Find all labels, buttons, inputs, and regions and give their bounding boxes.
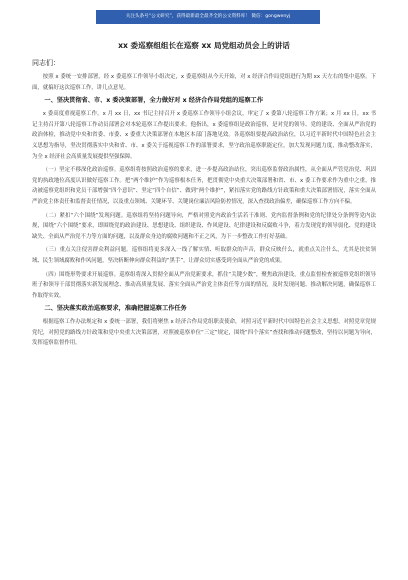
paragraph: x 委高度重视巡察工作。x 月 xx 日，xx 书记主持召开 x 委巡察工作领导小组会议，审定了 x 委第八轮巡察工作方案；x 月 xx 日，xx 书记主持召开第八轮巡察工作动员部署会对本轮巡察工作提出要求。他指出，x 委巡察组是政治巡察，是对党的领导、党的建设、全面从严治党的政治体检，推动党中央和省委、市委、x 委重大决策部署在本地区本部门落地见效。各巡察组要提高政治站位，以习近平新时代中国特色社会主义思想为指导，坚决贯彻落实中央和省、市、x 委关于巡视巡察工作的部署要求，坚守政治巡察职能定位，加大发现问题力度，推动整改落实，为全 x 经济社会高质量发展提供坚强保障。 (32, 111, 376, 160)
paragraph: （三）重点关注侵害群众利益问题。巡察组将更多深入一线了解实情、听取群众的声音，群众反映什么，就重点关注什么，尤其是扶贫领域、民生领域腐败和作风问题，坚决斩断伸向群众利益的“黑手”，让群众切实感受到全面从严治党的成果。 (32, 247, 376, 264)
paragraph: 根据巡察工作办法规定和 x 委统一部署，我们将聚焦 x 经济合作局党组职责使命，对照习近平新时代中国特色社会主义思想，对照党章党规党纪，对照党的路线方针政策和党中央重大决策部署，对照被巡察单位“三定”规定，围绕“四个落实”查找和推动问题整改，坚持以问题为导向，发挥巡察监督作用。 (32, 319, 376, 347)
intro-paragraph: 按照 x 委统一安排部署，经 x 委巡察工作领导小组决定，x 委巡察组从今天开始，对 x 经济合作局党组进行为期 xx 天左右的集中巡察。下面，就搞好这次巡察工作，讲几点意见。 (32, 74, 376, 91)
document-body (32, 72, 376, 349)
paragraph: （四）围绕形势要求开展巡察。巡察组将深入贯彻全面从严治党新要求，抓住“关键少数”，聚焦政治建设，重点监督检查被巡察党组织领导班子和领导干部贯彻落实新发展理念、推动高质量发展、落实全面从严治党主体责任等方面的情况，及时发现问题、推动解决问题，确保巡察工作取得实效。 (32, 271, 376, 299)
section-heading-1: 一、坚决贯彻省、市、x 委决策部署，全力做好对 x 经济合作局党组的巡察工作 (44, 97, 264, 105)
header-banner: 关注头条号“公文研究”，获得最新最全最齐全的公文资料库！ 微信：gongwenyj (96, 10, 320, 24)
salutation: 同志们： (32, 59, 60, 67)
document-title: xx 委巡察组组长在巡察 xx 局党组动员会上的讲话 (118, 41, 290, 50)
paragraph: （二）紧扣“六个围绕”发现问题。巡察组将坚持问题导向，严格对照党内政治生活若干准则、党内监督条例和党的纪律处分条例等党内法规，围绕“六个围绕”要求，即围绕党的政治建设、思想建设、组织建设、作风建设、纪律建设和反腐败斗争，着力发现党的领导弱化、党的建设缺失、全面从严治党不力等方面的问题，以及群众身边的腐败问题和不正之风，为下一步整改工作打好基础。 (32, 212, 376, 240)
section-heading-2: 二、坚决落实政治巡察要求，准确把握巡察工作任务 (44, 305, 187, 313)
paragraph: （一）坚定不移深化政治巡察。巡察组将按照政治巡察的要求，进一步提高政治站位，突出巡察监督政治属性，从全面从严管党治党、巩固党的执政地位高度认识做好巡察工作。把“两个维护”作为巡察根本任务，把贯彻党中央重大决策部署和省、市、x 委工作要求作为重中之重，推动被巡察党组织和党员干部增强“四个意识”、坚定“四个自信”、做到“两个维护”，紧扣落实党的路线方针政策和重大决策部署情况，落实全面从严治党主体责任和监督责任情况，以及重点领域、关键环节、关键岗位廉洁风险防控情况，深入查找政治偏差，确保巡察工作方向不偏。 (32, 167, 376, 205)
